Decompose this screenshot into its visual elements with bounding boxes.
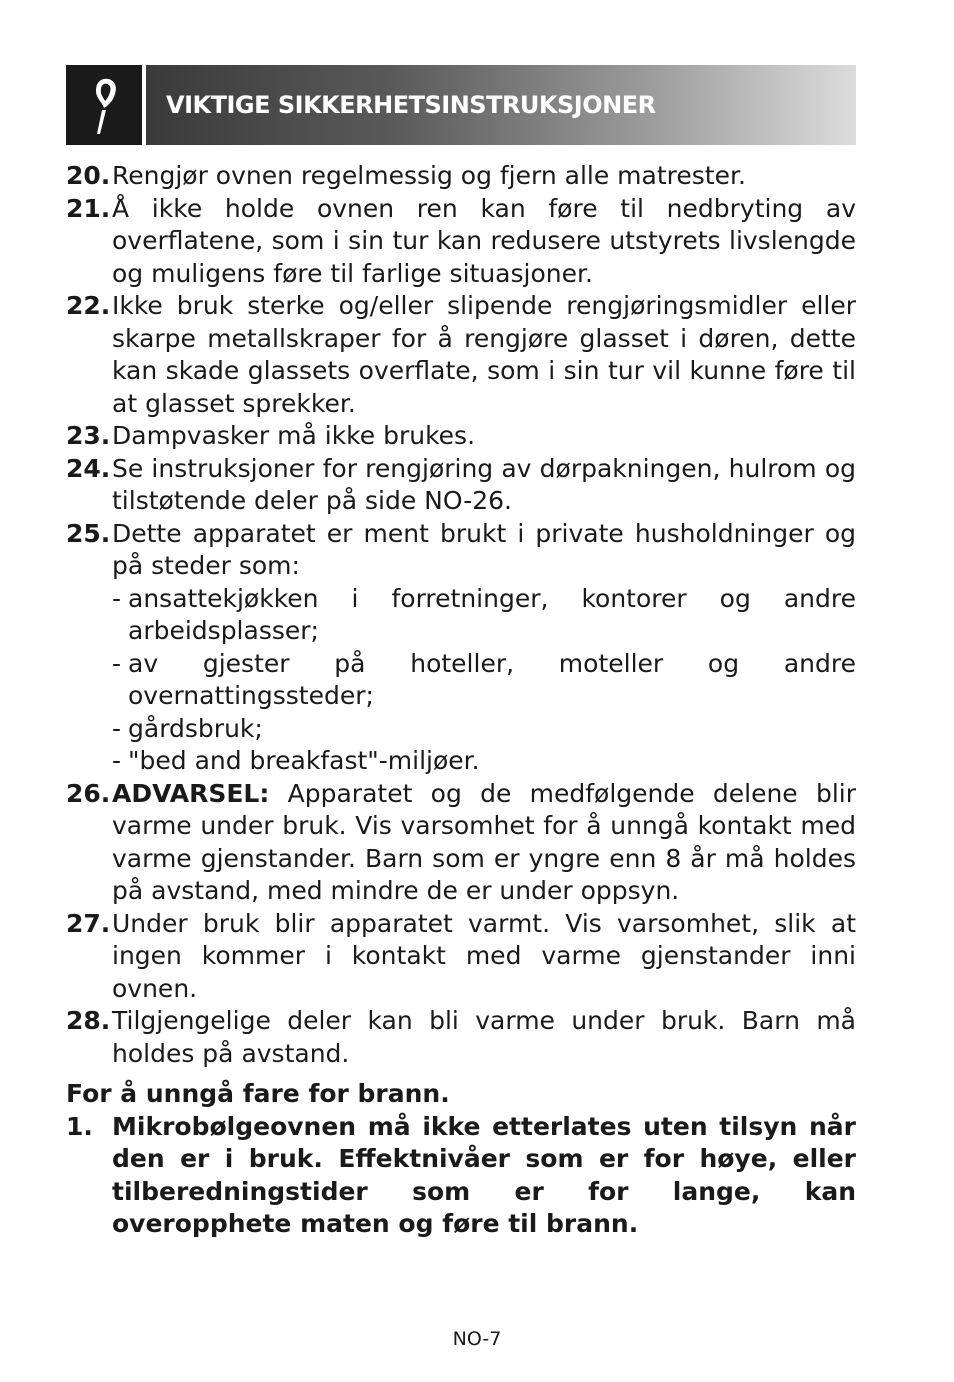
sub-item-text: ansattekjøkken i forretninger, kontorer og andre arbeidsplasser;	[128, 583, 856, 645]
fire-list-item	[66, 1111, 856, 1241]
sub-item-text: av gjester på hoteller, moteller og andre overnattingssteder;	[128, 648, 856, 710]
list-item	[66, 518, 856, 583]
item-text: Å ikke holde ovnen ren kan føre til nedbryting av overflatene, som i sin tur kan redusere utstyrets livslengde og muligens føre til farlige situasjoner.	[112, 193, 856, 288]
item-number: 23.	[66, 421, 111, 450]
warning-text: Apparatet og de medfølgende delene blir varme under bruk. Vis varsomhet for å unngå kontakt med varme gjenstander. Barn som er yngre enn 8 år må holdes på avstand, med mindre de er under oppsyn.	[112, 778, 856, 905]
warning-label: ADVARSEL:	[112, 778, 270, 808]
sub-item-dash: -	[112, 648, 122, 678]
sub-list-item	[112, 648, 856, 713]
list-item	[66, 290, 856, 420]
item-number: 22.	[66, 291, 111, 320]
page-number: NO-7	[452, 1328, 502, 1350]
item-number: 24.	[66, 453, 111, 483]
warning-exclamation-icon	[87, 74, 121, 136]
sub-item-dash: -	[112, 713, 122, 743]
list-item	[66, 160, 856, 193]
page-title: VIKTIGE SIKKERHETSINSTRUKSJONER	[166, 91, 656, 119]
item-text: Se instruksjoner for rengjøring av dørpakningen, hulrom og tilstøtende deler på side NO-26.	[112, 453, 856, 515]
sub-item-dash: -	[112, 583, 122, 613]
item-number: 28.	[66, 1006, 111, 1035]
sub-item-dash: -	[112, 746, 122, 775]
item-text: Dette apparatet er ment brukt i private husholdninger og på steder som:	[112, 518, 856, 580]
sub-list-item	[112, 745, 856, 778]
item-text: Ikke bruk sterke og/eller slipende rengjøringsmidler eller skarpe metallskraper for å rengjøre glasset i døren, dette kan skade glassets overflate, som i sin tur vil kunne føre til at glasset sprekker.	[112, 291, 856, 418]
warning-icon-box	[66, 65, 142, 145]
list-item	[66, 908, 856, 1006]
header-band	[146, 65, 856, 145]
list-item	[66, 193, 856, 291]
item-number: 1.	[66, 1111, 93, 1141]
item-number: 25.	[66, 518, 111, 548]
section-header	[66, 65, 856, 145]
item-text: Dampvasker må ikke brukes.	[112, 421, 476, 450]
item-text: Tilgjengelige deler kan bli varme under bruk. Barn må holdes på avstand.	[112, 1006, 856, 1068]
item-text: Rengjør ovnen regelmessig og fjern alle matrester.	[112, 161, 746, 190]
sub-item-text: "bed and breakfast"-miljøer.	[128, 746, 480, 775]
list-item	[66, 420, 856, 453]
list-item	[66, 453, 856, 518]
item-text: Mikrobølgeovnen må ikke etterlates uten tilsyn når den er i bruk. Effektnivåer som er for høye, eller tilberedningstider som er for lange, kan overopphete maten og føre til brann.	[112, 1111, 856, 1238]
item-number: 27.	[66, 908, 111, 938]
item-text	[112, 778, 856, 908]
sub-list-item	[112, 713, 856, 746]
sub-list-item	[112, 583, 856, 648]
fire-section-heading: For å unngå fare for brann.	[66, 1079, 450, 1108]
item-number: 20.	[66, 161, 111, 190]
sub-item-text: gårdsbruk;	[128, 713, 263, 743]
instructions-list	[66, 160, 856, 1241]
list-item	[66, 1005, 856, 1070]
item-text: Under bruk blir apparatet varmt. Vis varsomhet, slik at ingen kommer i kontakt med varme gjenstander inni ovnen.	[112, 908, 856, 1003]
item-number: 26.	[66, 778, 111, 808]
item-number: 21.	[66, 193, 111, 223]
list-item	[66, 778, 856, 908]
